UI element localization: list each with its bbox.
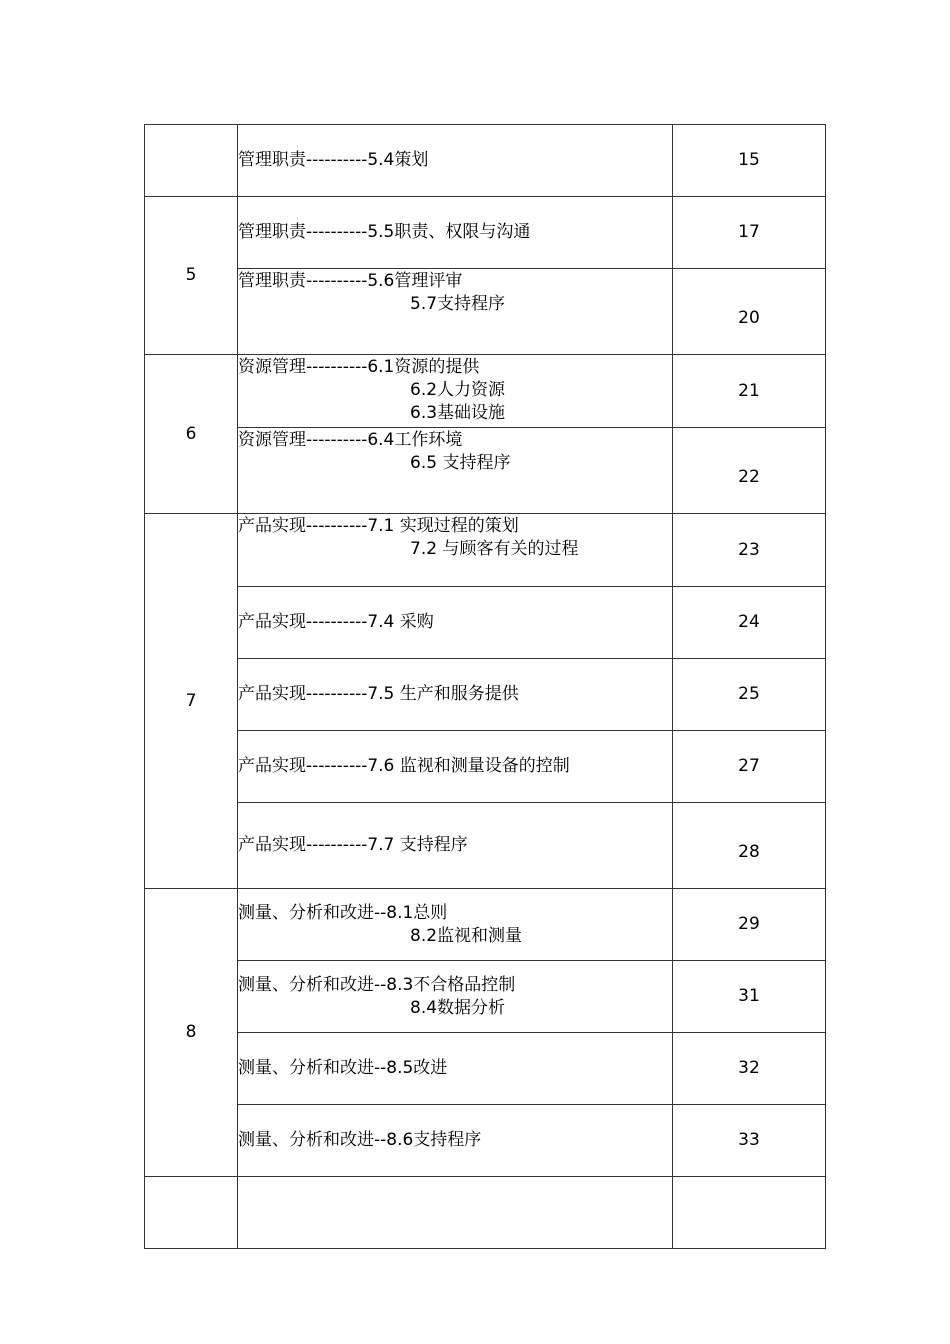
table-row (145, 961, 826, 1033)
entry-line: 资源管理----------6.4工作环境 (238, 430, 463, 450)
page-number: 33 (673, 1105, 826, 1177)
entry-line: 8.4数据分析 (410, 997, 506, 1018)
table-row (145, 514, 826, 587)
table-of-contents (144, 124, 826, 1249)
table-row (145, 355, 826, 428)
entry-cell (238, 514, 673, 587)
page-number: 22 (673, 428, 826, 514)
entry-cell (238, 659, 673, 731)
entry-cell (238, 428, 673, 514)
entry-cell (238, 1105, 673, 1177)
entry-line: 管理职责----------5.5职责、权限与沟通 (238, 222, 531, 242)
entry-line: 7.2 与顾客有关的过程 (410, 539, 579, 559)
table-row (145, 731, 826, 803)
entry-line: 产品实现----------7.4 采购 (238, 612, 434, 632)
table-row (145, 1033, 826, 1105)
chapter-cell: 6 (145, 355, 238, 514)
page-number: 17 (673, 197, 826, 269)
entry-line: 6.5 支持程序 (410, 453, 511, 473)
entry-line: 测量、分析和改进--8.6支持程序 (238, 1130, 482, 1150)
page-number: 27 (673, 731, 826, 803)
entry-cell (238, 961, 673, 1033)
entry-cell (238, 269, 673, 355)
entry-cell (238, 1177, 673, 1249)
table-row (145, 803, 826, 889)
table-row (145, 587, 826, 659)
entry-cell (238, 125, 673, 197)
entry-cell (238, 889, 673, 961)
entry-cell (238, 197, 673, 269)
entry-line: 8.2监视和测量 (410, 925, 523, 946)
chapter-cell (145, 125, 238, 197)
entry-cell (238, 1033, 673, 1105)
page-number: 20 (673, 269, 826, 355)
entry-line: 5.7支持程序 (410, 294, 506, 314)
page-number: 31 (673, 961, 826, 1033)
entry-line: 6.2人力资源 (410, 380, 506, 400)
table-row (145, 659, 826, 731)
entry-line: 管理职责----------5.4策划 (238, 150, 429, 170)
table-row (145, 269, 826, 355)
table-row (145, 1177, 826, 1249)
entry-line: 测量、分析和改进--8.1总则 (238, 902, 448, 923)
page-number (673, 1177, 826, 1249)
entry-line: 测量、分析和改进--8.3不合格品控制 (238, 974, 516, 995)
entry-line: 产品实现----------7.1 实现过程的策划 (238, 516, 519, 536)
table-row (145, 1105, 826, 1177)
entry-cell (238, 355, 673, 428)
table-row (145, 125, 826, 197)
page-number: 24 (673, 587, 826, 659)
page-number: 23 (673, 514, 826, 587)
entry-line: 产品实现----------7.5 生产和服务提供 (238, 684, 519, 704)
entry-line: 6.3基础设施 (410, 403, 506, 423)
entry-line: 测量、分析和改进--8.5改进 (238, 1058, 448, 1078)
chapter-cell: 8 (145, 889, 238, 1177)
entry-cell (238, 803, 673, 889)
chapter-cell: 5 (145, 197, 238, 355)
chapter-cell (145, 1177, 238, 1249)
table-row (145, 197, 826, 269)
page-number: 25 (673, 659, 826, 731)
entry-line: 资源管理----------6.1资源的提供 (238, 357, 480, 377)
page-number: 32 (673, 1033, 826, 1105)
entry-line: 产品实现----------7.6 监视和测量设备的控制 (238, 756, 570, 776)
chapter-cell: 7 (145, 514, 238, 889)
table-row (145, 889, 826, 961)
entry-line: 产品实现----------7.7 支持程序 (238, 835, 468, 855)
page-number: 28 (673, 803, 826, 889)
page-number: 15 (673, 125, 826, 197)
table-row (145, 428, 826, 514)
entry-line: 管理职责----------5.6管理评审 (238, 271, 463, 291)
entry-cell (238, 587, 673, 659)
entry-cell (238, 731, 673, 803)
page-number: 21 (673, 355, 826, 428)
page-number: 29 (673, 889, 826, 961)
